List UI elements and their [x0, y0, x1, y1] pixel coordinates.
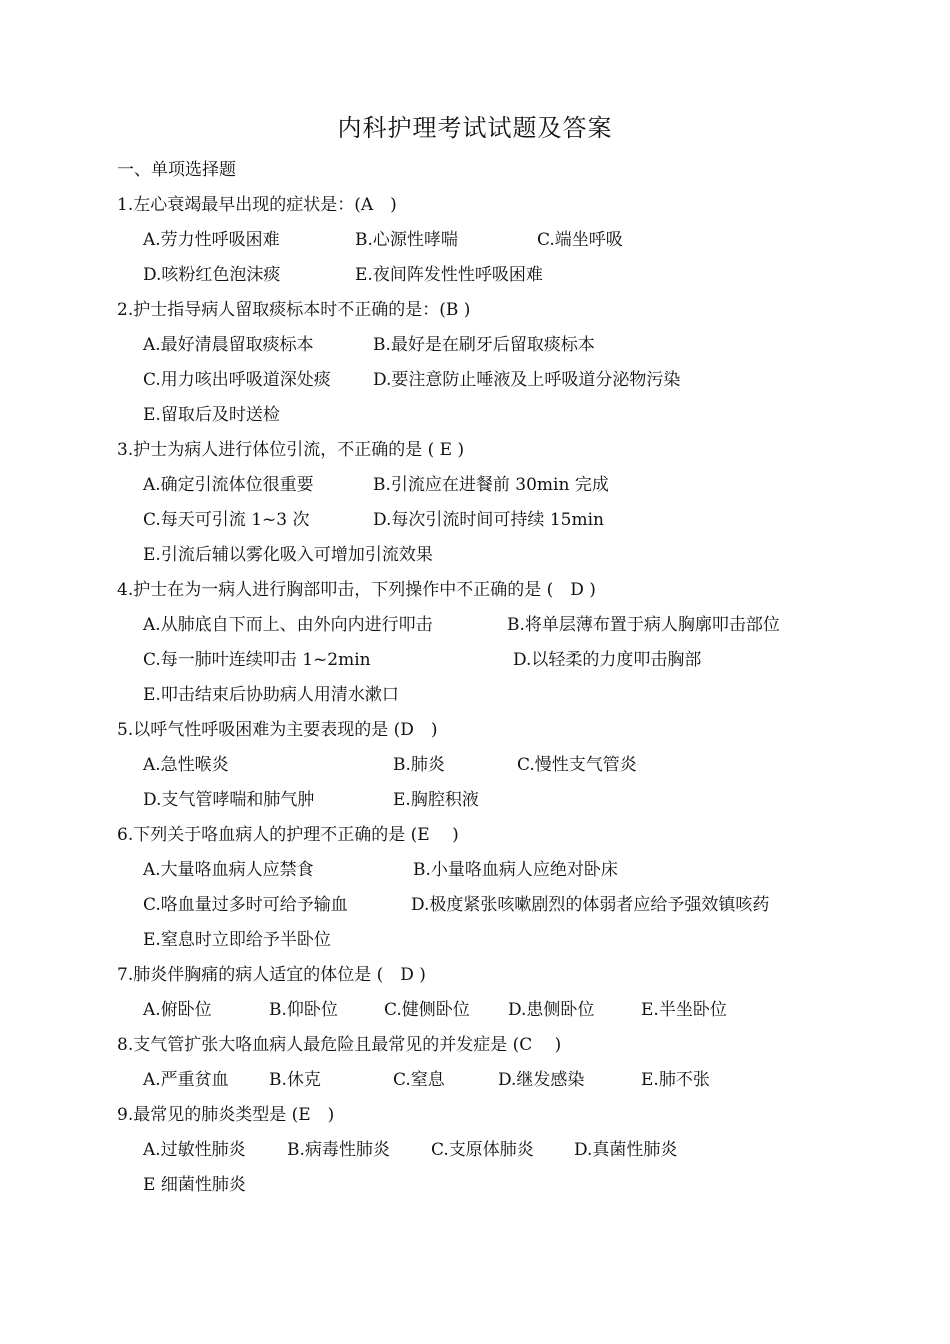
option-a: A.最好清晨留取痰标本 [143, 335, 314, 355]
option-c: C.端坐呼吸 [537, 230, 623, 250]
option-e: E.胸腔积液 [393, 790, 479, 810]
option-a: A.确定引流体位很重要 [143, 475, 314, 495]
option-b: B.小量咯血病人应绝对卧床 [413, 860, 618, 880]
option-e: E.引流后辅以雾化吸入可增加引流效果 [143, 545, 433, 565]
option-d: D.支气管哮喘和肺气肿 [143, 790, 315, 810]
option-b: B.心源性哮喘 [355, 230, 458, 250]
option-c: C.每天可引流 1~3 次 [143, 510, 310, 530]
option-c: C.用力咳出呼吸道深处痰 [143, 370, 331, 390]
option-b: B.休克 [269, 1070, 321, 1090]
option-a: A.大量咯血病人应禁食 [143, 860, 314, 880]
option-a: A.急性喉炎 [143, 755, 229, 775]
question-stem: 2.护士指导病人留取痰标本时不正确的是：(B ) [117, 300, 471, 320]
option-c: C.咯血量过多时可给予输血 [143, 895, 348, 915]
option-e: E.肺不张 [641, 1070, 710, 1090]
option-e: E.半坐卧位 [641, 1000, 727, 1020]
option-e: E.窒息时立即给予半卧位 [143, 930, 331, 950]
option-b: B.仰卧位 [269, 1000, 338, 1020]
option-e: E 细菌性肺炎 [143, 1175, 246, 1195]
option-b: B.引流应在进餐前 30min 完成 [373, 475, 609, 495]
question-stem: 4.护士在为一病人进行胸部叩击，下列操作中不正确的是 ( D ) [117, 580, 596, 600]
question-stem: 1.左心衰竭最早出现的症状是：(A ) [117, 195, 397, 215]
option-c: C.健侧卧位 [384, 1000, 470, 1020]
option-a: A.严重贫血 [143, 1070, 229, 1090]
section-heading: 一、单项选择题 [117, 160, 236, 180]
option-c: C.每一肺叶连续叩击 1~2min [143, 650, 371, 670]
option-a: A.劳力性呼吸困难 [143, 230, 280, 250]
option-c: C.支原体肺炎 [431, 1140, 534, 1160]
option-b: B.病毒性肺炎 [287, 1140, 390, 1160]
option-b: B.肺炎 [393, 755, 445, 775]
option-b: B.将单层薄布置于病人胸廓叩击部位 [507, 615, 780, 635]
option-e: E.夜间阵发性性呼吸困难 [355, 265, 543, 285]
option-d: D.真菌性肺炎 [574, 1140, 678, 1160]
question-stem: 5.以呼气性呼吸困难为主要表现的是 (D ) [117, 720, 438, 740]
option-b: B.最好是在刷牙后留取痰标本 [373, 335, 595, 355]
question-stem: 8.支气管扩张大咯血病人最危险且最常见的并发症是 (C ) [117, 1035, 562, 1055]
document-title: 内科护理考试试题及答案 [337, 114, 613, 142]
question-stem: 7.肺炎伴胸痛的病人适宜的体位是 ( D ) [117, 965, 426, 985]
option-d: D.继发感染 [498, 1070, 585, 1090]
question-stem: 3.护士为病人进行体位引流，不正确的是 ( E ) [117, 440, 465, 460]
option-a: A.从肺底自下而上、由外向内进行叩击 [143, 615, 433, 635]
option-d: D.要注意防止唾液及上呼吸道分泌物污染 [373, 370, 681, 390]
option-d: D.咳粉红色泡沫痰 [143, 265, 281, 285]
option-e: E.叩击结束后协助病人用清水漱口 [143, 685, 399, 705]
option-d: D.极度紧张咳嗽剧烈的体弱者应给予强效镇咳药 [411, 895, 770, 915]
question-stem: 9.最常见的肺炎类型是 (E ) [117, 1105, 335, 1125]
option-c: C.窒息 [393, 1070, 445, 1090]
question-stem: 6.下列关于咯血病人的护理不正确的是 (E ) [117, 825, 459, 845]
option-c: C.慢性支气管炎 [517, 755, 637, 775]
option-e: E.留取后及时送检 [143, 405, 280, 425]
option-d: D.患侧卧位 [508, 1000, 595, 1020]
option-d: D.以轻柔的力度叩击胸部 [513, 650, 702, 670]
option-d: D.每次引流时间可持续 15min [373, 510, 604, 530]
option-a: A.俯卧位 [143, 1000, 212, 1020]
option-a: A.过敏性肺炎 [143, 1140, 246, 1160]
